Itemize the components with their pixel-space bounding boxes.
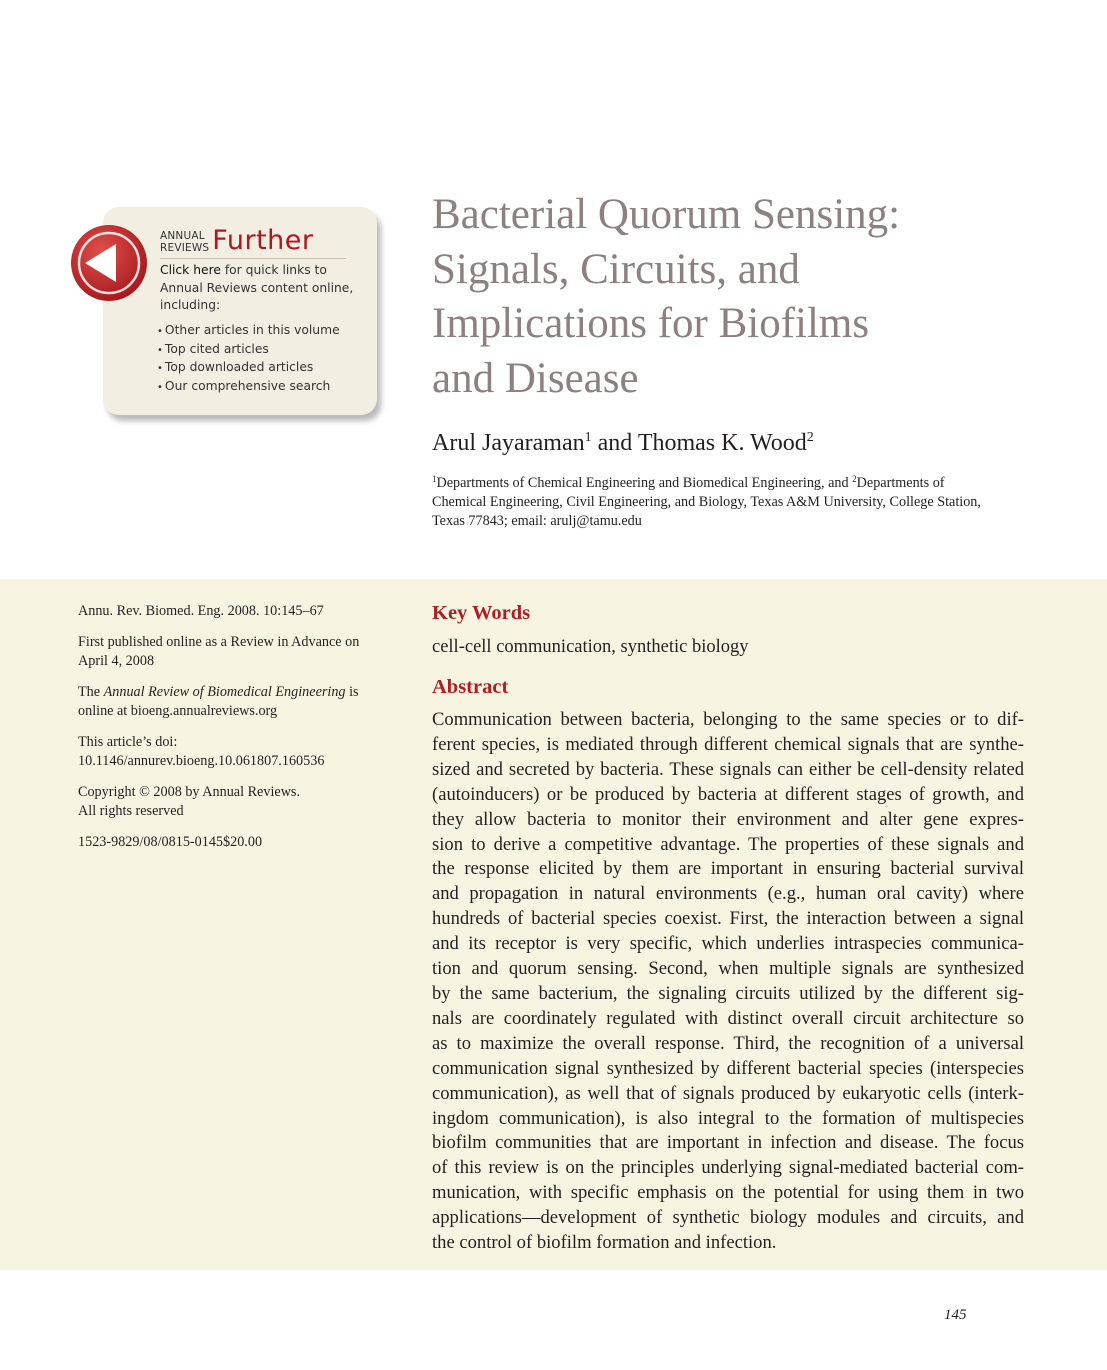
further-divider — [160, 258, 346, 259]
abstract-line: of this review is on the principles underlying signal-mediated bacterial com- — [432, 1157, 1024, 1179]
link-other-articles[interactable]: • Other articles in this volume — [157, 322, 357, 341]
click-here-link[interactable]: Click here — [160, 263, 221, 277]
abstract-line: Communication between bacteria, belonging to the same species or to dif- — [432, 709, 1024, 730]
abstract-text — [432, 708, 1024, 1256]
doi-link[interactable]: 10.1146/annurev.bioeng.10.061807.160536 — [78, 753, 325, 769]
abstract-line: and its receptor is very specific, which underlies intraspecies communica- — [432, 933, 1024, 955]
abstract-line: nals are coordinately regulated with distinct overall circuit architecture so — [432, 1007, 1024, 1029]
abstract-line: and propagation in natural environments (e.g., human oral cavity) where — [432, 883, 1024, 905]
authors: Arul Jayaraman$^1$ and Thomas K. Wood$^2$ — [432, 430, 814, 456]
abstract-line: the response elicited by them are important in ensuring bacterial survival — [432, 858, 1024, 880]
issn: 1523-9829/08/0815-0145$20.00 — [78, 834, 263, 850]
abstract-line: tion and quorum sensing. Second, when multiple signals are synthesized — [432, 958, 1024, 980]
article-info-sidebar — [78, 602, 398, 864]
abstract-line: communication), as well that of signals produced by eukaryotic cells (interk- — [432, 1082, 1024, 1104]
further-intro: Click here for quick links to Annual Reviews content online, including: — [160, 263, 354, 312]
annual-reviews-logo: ANNUAL REVIEWS — [160, 230, 210, 254]
abstract-line: hundreds of bacterial species coexist. First, the interaction between a signal — [432, 908, 1024, 930]
abstract-heading: Abstract — [432, 676, 509, 698]
abstract-line: ingdom communication), is also integral to the formation of multispecies — [432, 1107, 1024, 1129]
abstract-line: (autoinducers) or be produced by bacteria at different stages of growth, and — [432, 783, 1024, 805]
doi: This article’s doi: 10.1146/annurev.bioeng.10.061807.160536 — [78, 733, 398, 771]
affiliations: $^1$Departments of Chemical Engineering and Biomedical Engineering, and $^2$Departments of Chemical Engineering, Civil Engineering, and Biology, Texas A&M University, College Station, Texas 77843; email: arulj@tamu.edu — [432, 474, 981, 529]
abstract-line: applications—development of synthetic biology modules and circuits, and — [432, 1207, 1024, 1229]
further-header — [160, 226, 350, 256]
abstract-line: as to maximize the overall response. Third, the recognition of a universal — [432, 1032, 1024, 1054]
link-top-cited[interactable]: • Top cited articles — [157, 341, 357, 360]
link-search[interactable]: • Our comprehensive search — [157, 378, 357, 397]
abstract-line: munication, with specific emphasis on the potential for using them in two — [432, 1182, 1024, 1204]
abstract-line: ferent species, is mediated through different chemical signals that are synthe- — [432, 733, 1024, 755]
first-published: First published online as a Review in Advance on April 4, 2008 — [78, 634, 360, 669]
journal-online: The Annual Review of Biomedical Engineering is online at bioeng.annualreviews.org — [78, 683, 398, 721]
keywords: cell-cell communication, synthetic biology — [432, 637, 749, 657]
back-arrow-icon[interactable] — [70, 224, 148, 302]
copyright: Copyright © 2008 by Annual Reviews. All rights reserved — [78, 784, 301, 819]
article-title: Bacterial Quorum Sensing: Signals, Circuits, and Implications for Biofilms and Disease — [432, 191, 901, 402]
journal-url[interactable]: online at bioeng.annualreviews.org — [78, 703, 278, 719]
abstract-line: by the same bacterium, the signaling circuits utilized by the different sig- — [432, 982, 1024, 1004]
further-title: Further — [212, 225, 314, 256]
abstract-line: they allow bacteria to monitor their environment and alter gene expres- — [432, 808, 1024, 830]
abstract-line: biofilm communities that are important in infection and disease. The focus — [432, 1132, 1024, 1154]
abstract-line: communication signal synthesized by different bacterial species (interspecies — [432, 1057, 1024, 1079]
abstract-line: sion to derive a competitive advantage. The properties of these signals and — [432, 833, 1024, 855]
abstract-line: the control of biofilm formation and infection. — [432, 1232, 777, 1254]
further-links — [157, 322, 357, 396]
citation: Annu. Rev. Biomed. Eng. 2008. 10:145–67 — [78, 603, 324, 619]
link-top-downloaded[interactable]: • Top downloaded articles — [157, 359, 357, 378]
page-number: 145 — [944, 1307, 967, 1323]
abstract-line: sized and secreted by bacteria. These signals can either be cell-density related — [432, 758, 1024, 780]
keywords-heading: Key Words — [432, 602, 531, 624]
